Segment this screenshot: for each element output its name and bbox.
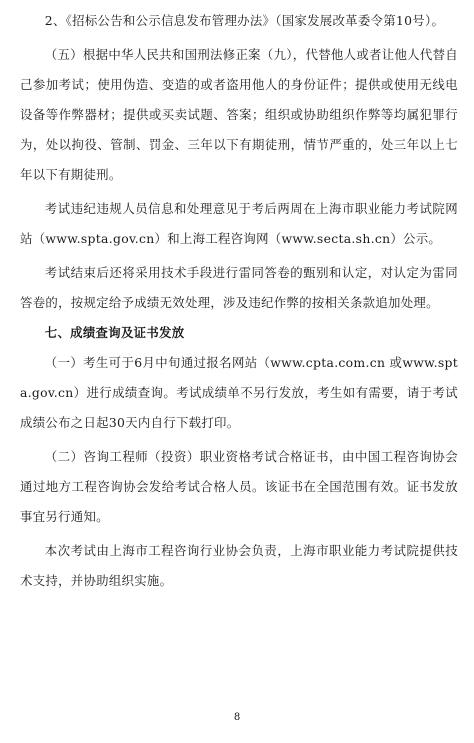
paragraph-violation-publication: 考试违纪违规人员信息和处理意见于考后两周在上海市职业能力考试院网站（www.spta.gov.cn）和上海工程咨询网（www.secta.sh.cn）公示。	[20, 201, 458, 246]
document-page	[20, 6, 458, 596]
section-heading-results-certificates: 七、成绩查询及证书发放	[44, 325, 185, 340]
page-number: 8	[233, 712, 241, 723]
paragraph-criminal-law-amendment: （五）根据中华人民共和国刑法修正案（九），代替他人或者让他人代替自己参加考试；使用伪造、变造的或者盗用他人的身份证件；提供或使用无线电设备等作弊器材；提供或买卖试题、答案；组织或协助组织作弊等均属犯罪行为，处以拘役、管制、罚金、三年以下有期徒刑，情节严重的，处三年以上七年以下有期徒刑。	[20, 47, 458, 182]
paragraph-score-inquiry: （一）考生可于6月中旬通过报名网站（www.cpta.com.cn 或www.spta.gov.cn）进行成绩查询。考试成绩单不另行发放，考生如有需要，请于考试成绩公布之日起30天内自行下载打印。	[20, 355, 458, 430]
paragraph-certificate-issuance: （二）咨询工程师（投资）职业资格考试合格证书，由中国工程咨询协会通过地方工程咨询协会发给考试合格人员。该证书在全国范围有效。证书发放事宜另行通知。	[20, 449, 458, 524]
paragraph-identical-answer-check: 考试结束后还将采用技术手段进行雷同答卷的甄别和认定，对认定为雷同答卷的，按规定给予成绩无效处理，涉及违纪作弊的按相关条款追加处理。	[20, 265, 458, 310]
paragraph-organizer: 本次考试由上海市工程咨询行业协会负责，上海市职业能力考试院提供技术支持，并协助组织实施。	[20, 543, 458, 588]
paragraph-regulation-item-2: 2、《招标公告和公示信息发布管理办法》（国家发展改革委令第10号）。	[44, 13, 445, 28]
